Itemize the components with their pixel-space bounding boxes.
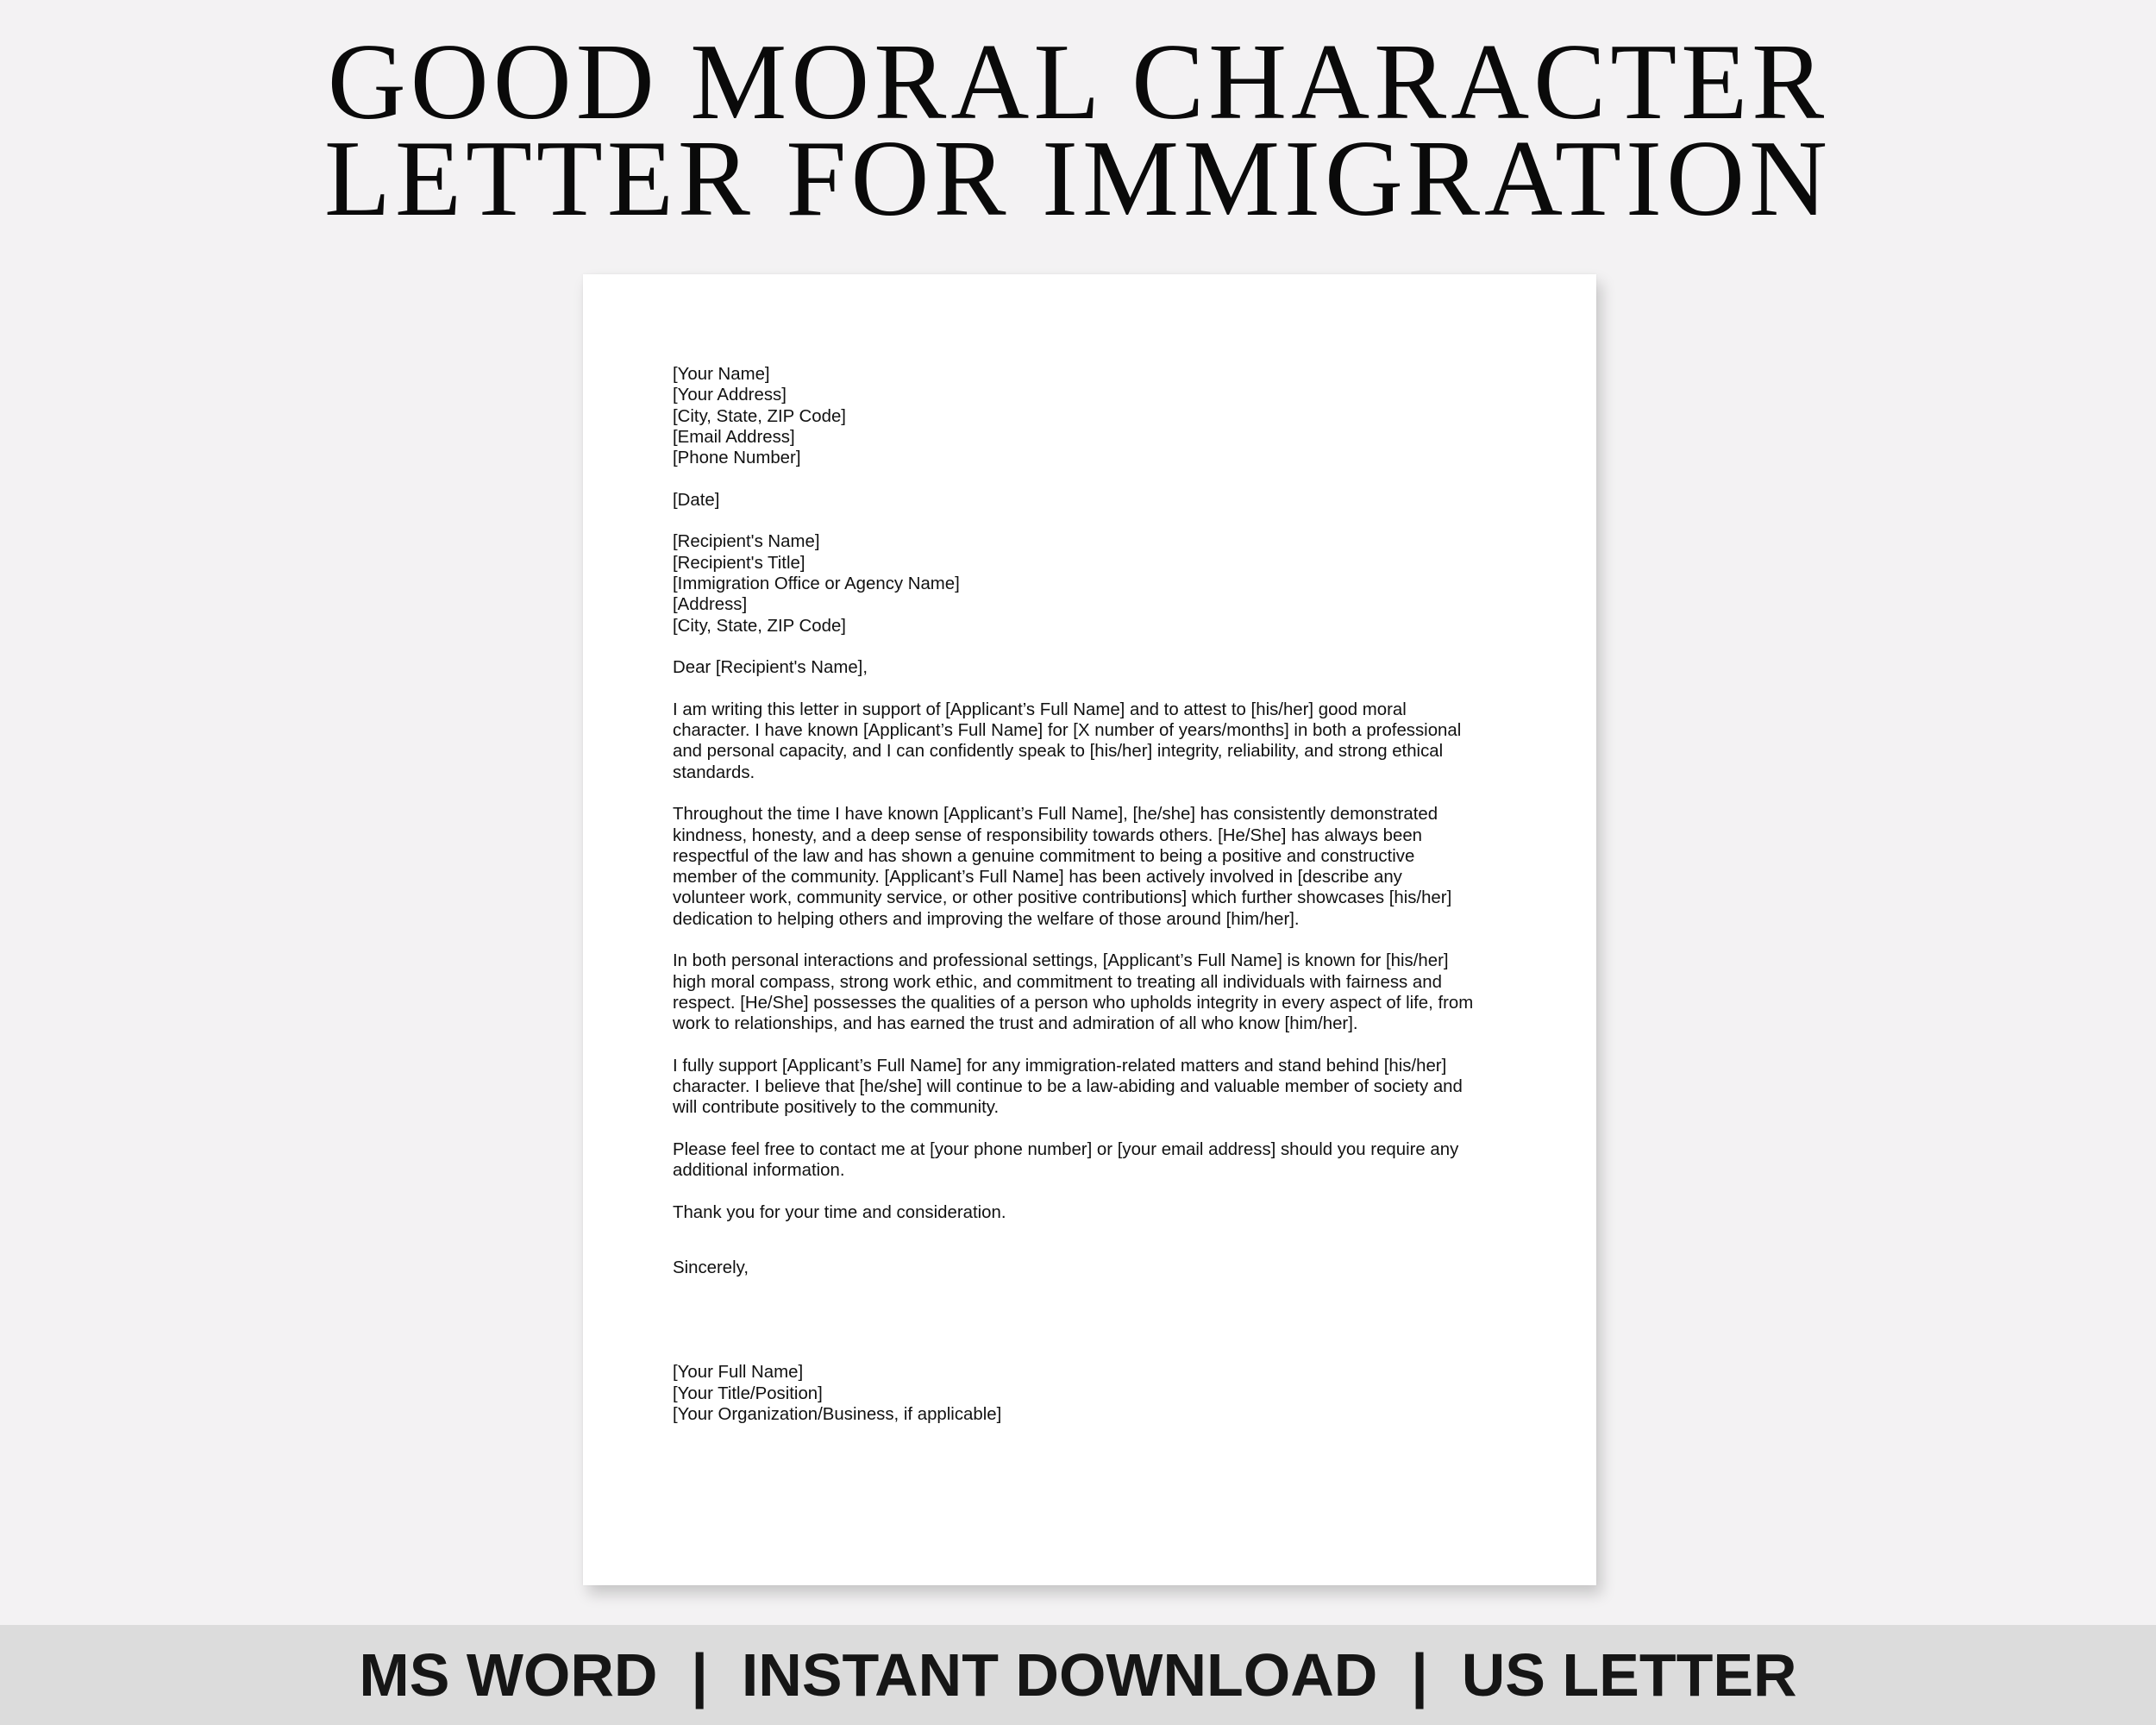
paragraph-line: work to relationships, and has earned the trust and admiration of all who know [him/her]. xyxy=(673,1014,1358,1034)
paragraph-line: In both personal interactions and professional settings, [Applicant’s Full Name] is known for [his/her] xyxy=(673,951,1449,971)
recipient-address: [Address] xyxy=(673,595,748,615)
closing: Sincerely, xyxy=(673,1258,749,1278)
paragraph-3 xyxy=(673,950,1518,1034)
signature-full-name: [Your Full Name] xyxy=(673,1363,804,1383)
paragraph-line: Please feel free to contact me at [your phone number] or [your email address] should you require any xyxy=(673,1139,1459,1159)
paragraph-5 xyxy=(673,1139,1518,1182)
page-title xyxy=(0,22,2156,239)
paragraph-line: and personal capacity, and I can confidently speak to [his/her] integrity, reliability, and strong ethical xyxy=(673,742,1444,762)
recipient-city-state-zip: [City, State, ZIP Code] xyxy=(673,616,846,636)
letter-page-preview xyxy=(583,274,1596,1585)
paragraph-line: respect. [He/She] possesses the qualities of a person who upholds integrity in every aspect of life, from xyxy=(673,993,1474,1013)
paragraph-4 xyxy=(673,1056,1518,1119)
paragraph-2 xyxy=(673,804,1518,930)
paragraph-line: additional information. xyxy=(673,1161,845,1181)
paragraph-line: character. I believe that [he/she] will continue to be a law-abiding and valuable member of society and xyxy=(673,1077,1463,1097)
paragraph-line: I am writing this letter in support of [Applicant’s Full Name] and to attest to [his/her] good moral xyxy=(673,699,1407,719)
paragraph-line: member of the community. [Applicant’s Full Name] has been actively involved in [describe any xyxy=(673,868,1402,888)
sender-email: [Email Address] xyxy=(673,427,795,447)
sender-phone: [Phone Number] xyxy=(673,448,801,468)
recipient-office: [Immigration Office or Agency Name] xyxy=(673,574,960,593)
title-line-2: LETTER FOR IMMIGRATION xyxy=(324,119,1832,239)
paragraph-6: Thank you for your time and consideration. xyxy=(673,1202,1006,1222)
paragraph-line: high moral compass, strong work ethic, and commitment to treating all individuals with fairness and xyxy=(673,972,1442,992)
sender-name: [Your Name] xyxy=(673,365,770,384)
paragraph-line: Throughout the time I have known [Applicant’s Full Name], [he/she] has consistently demonstrated xyxy=(673,805,1438,825)
title-line-1: GOOD MORAL CHARACTER xyxy=(327,22,1829,142)
paragraph-line: respectful of the law and has shown a genuine commitment to being a positive and constructive xyxy=(673,846,1415,866)
signature-title: [Your Title/Position] xyxy=(673,1383,823,1403)
salutation: Dear [Recipient's Name], xyxy=(673,658,868,678)
sender-address: [Your Address] xyxy=(673,386,787,405)
paragraph-line: dedication to helping others and improving the welfare of those around [him/her]. xyxy=(673,909,1300,929)
letter-date: [Date] xyxy=(673,490,720,510)
paragraph-line: standards. xyxy=(673,762,755,782)
sender-city-state-zip: [City, State, ZIP Code] xyxy=(673,406,846,426)
paragraph-line: will contribute positively to the community. xyxy=(673,1098,1000,1118)
recipient-title: [Recipient's Title] xyxy=(673,553,805,573)
signature-organization: [Your Organization/Business, if applicable] xyxy=(673,1405,1002,1425)
paragraph-line: volunteer work, community service, or other positive contributions] which further showcases [his/her] xyxy=(673,888,1452,908)
paragraph-line: I fully support [Applicant’s Full Name] for any immigration-related matters and stand behind [his/her] xyxy=(673,1056,1447,1076)
letter-body xyxy=(673,364,1518,1425)
recipient-name: [Recipient's Name] xyxy=(673,532,820,552)
paragraph-line: kindness, honesty, and a deep sense of responsibility towards others. [He/She] has always been xyxy=(673,825,1423,845)
paragraph-1 xyxy=(673,699,1518,783)
format-banner: MS WORD | INSTANT DOWNLOAD | US LETTER xyxy=(0,1625,2156,1725)
paragraph-line: character. I have known [Applicant’s Full Name] for [X number of years/months] in both a professional xyxy=(673,721,1462,741)
